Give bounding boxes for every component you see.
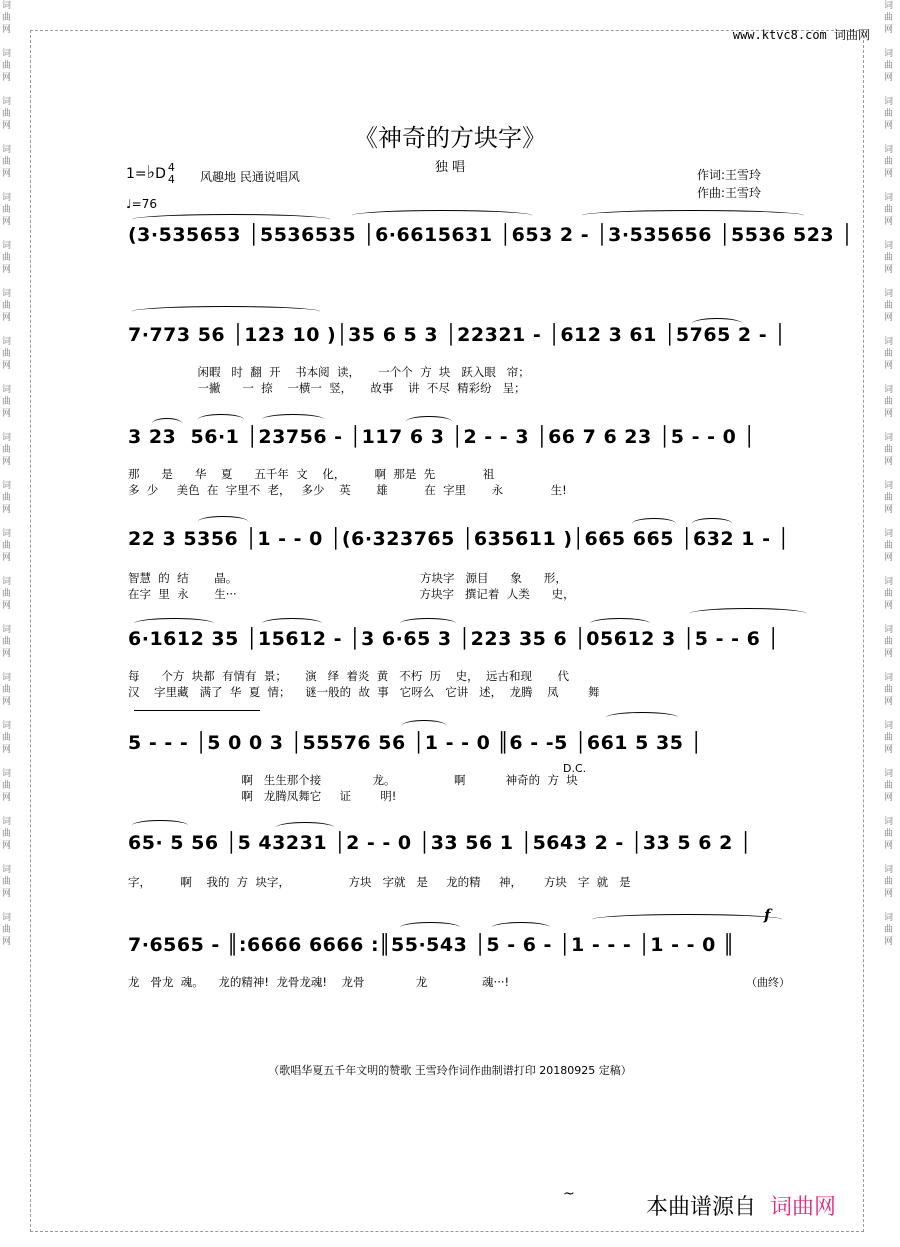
slur — [352, 210, 532, 221]
time-numerator: 4 — [167, 161, 175, 174]
time-signature — [168, 162, 175, 186]
lyricist-credit: 作词:王雪玲 — [697, 168, 762, 182]
slur — [582, 210, 804, 221]
source-credit — [646, 1190, 836, 1221]
lyrics-row-5-verse-1: 每 个方 块都 有情有 景； 演 绎 着炎 黄 不朽 历 史， 远古和现 代 — [128, 669, 570, 683]
score-row-8: 7·6565 - ║:6666 6666 :║55·543 │5 - 6 - │1 - - - │1 - - 0 ║ — [128, 934, 735, 956]
slur — [692, 318, 742, 329]
score-row-4: 22 3 5356 │1 - - 0 │(6·323765 │635611 )│665 665 │632 1 - │ — [128, 528, 790, 550]
lyrics-row-4-verse-2: 在字 里 永 生··· 方块字 撰记着 人类 史， — [128, 587, 575, 601]
slur — [592, 914, 782, 925]
time-denominator: 4 — [167, 173, 175, 186]
score-row-5: 6·1612 35 │15612 - │3 6·65 3 │223 35 6 │05612 3 │5 - - 6 │ — [128, 628, 780, 650]
source-brand-link[interactable]: 词曲网 — [770, 1195, 837, 1220]
key-signature — [126, 162, 175, 186]
lyrics-row-3-verse-1: 那 是 华 夏 五千年 文 化， 啊 那是 先 祖 — [128, 467, 495, 481]
lyrics-row-6-verse-1: 啊 生生那个接 龙。 啊 神奇的 方 块 — [128, 773, 578, 787]
lyrics-row-5-verse-2: 汉 字里藏 满了 华 夏 情； 谜一般的 故 事 它呀么 它讲 述， 龙腾 凤 舞 — [128, 685, 600, 699]
flat-symbol: ♭ — [146, 162, 156, 183]
footer-note: （歌唱华夏五千年文明的赞歌 王雪玲作词作曲制谱打印 20180925 定稿） — [268, 1064, 632, 1077]
slur — [690, 608, 806, 619]
stray-mark: ~ — [563, 1186, 575, 1202]
score-row-1: (3·535653 │5536535 │6·6615631 │653 2 - │3·535656 │5536 523 │ — [128, 224, 854, 246]
lyrics-row-2-verse-1: 闲暇 时 翻 开 书本阅 读， 一个个 方 块 跃入眼 帘； — [128, 365, 530, 379]
style-marking: 风趣地 民通说唱风 — [200, 170, 300, 184]
site-url[interactable]: www.ktvc8.com 词曲网 — [732, 28, 870, 42]
lyrics-row-7: 字， 啊 我的 方 块字， 方块 字就 是 龙的精 神， 方块 字 就 是 — [128, 875, 631, 889]
lyrics-row-4-verse-1: 智慧 的 结 晶。 方块字 源目 象 形， — [128, 571, 567, 585]
performance-type: 独 唱 — [434, 160, 466, 175]
slur — [132, 820, 188, 831]
key-prefix: 1= — [126, 166, 147, 182]
tempo-marking: ♩=76 — [126, 197, 157, 211]
slur — [132, 214, 330, 225]
slur — [276, 822, 334, 833]
score-row-3: 3 23 56·1 │23756 - │117 6 3 │2 - - 3 │66 7 6 23 │5 - - 0 │ — [128, 426, 756, 448]
song-title: 《神奇的方块字》 — [354, 124, 546, 152]
forte-dynamic: f — [764, 906, 771, 924]
slur — [152, 418, 182, 429]
score-row-7: 65· 5 56 │5 43231 │2 - - 0 │33 56 1 │5643 2 - │33 5 6 2 │ — [128, 832, 752, 854]
da-capo-mark: D.C. — [563, 762, 587, 775]
slur — [400, 618, 456, 629]
lyrics-row-8: 龙 骨龙 魂。 龙的精神! 龙骨龙魂! 龙骨 龙 魂···! — [128, 975, 510, 989]
end-mark: （曲终） — [746, 976, 790, 989]
slur — [632, 518, 676, 529]
lyrics-row-2-verse-2: 一撇 一 捺 一横一 竖， 故事 讲 不尽 精彩纷 呈； — [128, 381, 526, 395]
slur — [132, 306, 320, 317]
side-watermark-left: 词 曲 网 词 曲 网 词 曲 网 词 曲 网 词 曲 网 词 曲 网 词 曲 网 词 曲 网 词 曲 网 词 曲 网 词 曲 网 词 曲 网 词 曲 网 词 曲 网 词 曲 网 词 曲 网 词 曲 网 词 曲 网 词 曲 网 词 曲 网 — [2, 1, 12, 947]
slur — [262, 414, 324, 425]
slur — [262, 618, 322, 629]
slur — [406, 416, 452, 427]
lyrics-row-6-verse-2: 啊 龙腾凤舞它 证 明! — [128, 789, 397, 803]
slur — [198, 414, 244, 425]
slur — [492, 922, 550, 933]
slur — [692, 518, 732, 529]
slur — [606, 712, 678, 723]
lyrics-row-3-verse-2: 多 少 美色 在 字里不 老， 多少 英 雄 在 字里 永 生! — [128, 483, 567, 497]
composer-credit: 作曲:王雪玲 — [697, 186, 762, 200]
slur — [198, 516, 248, 527]
slur — [402, 720, 446, 731]
slur — [590, 618, 650, 629]
score-row-6: 5 - - - │5 0 0 3 │55576 56 │1 - - 0 ║6 - -5 │661 5 35 │ — [128, 732, 703, 754]
slur — [134, 618, 214, 629]
score-row-2: 7·773 56 │123 10 )│35 6 5 3 │22321 - │612 3 61 │5765 2 - │ — [128, 324, 787, 346]
key-note: D — [155, 166, 166, 182]
side-watermark-right: 词 曲 网 词 曲 网 词 曲 网 词 曲 网 词 曲 网 词 曲 网 词 曲 网 词 曲 网 词 曲 网 词 曲 网 词 曲 网 词 曲 网 词 曲 网 词 曲 网 词 曲 网 词 曲 网 词 曲 网 词 曲 网 词 曲 网 词 曲 网 — [884, 1, 894, 947]
slur — [400, 922, 460, 933]
tie-line — [134, 710, 260, 721]
source-prefix: 本曲谱源自 — [646, 1195, 757, 1220]
